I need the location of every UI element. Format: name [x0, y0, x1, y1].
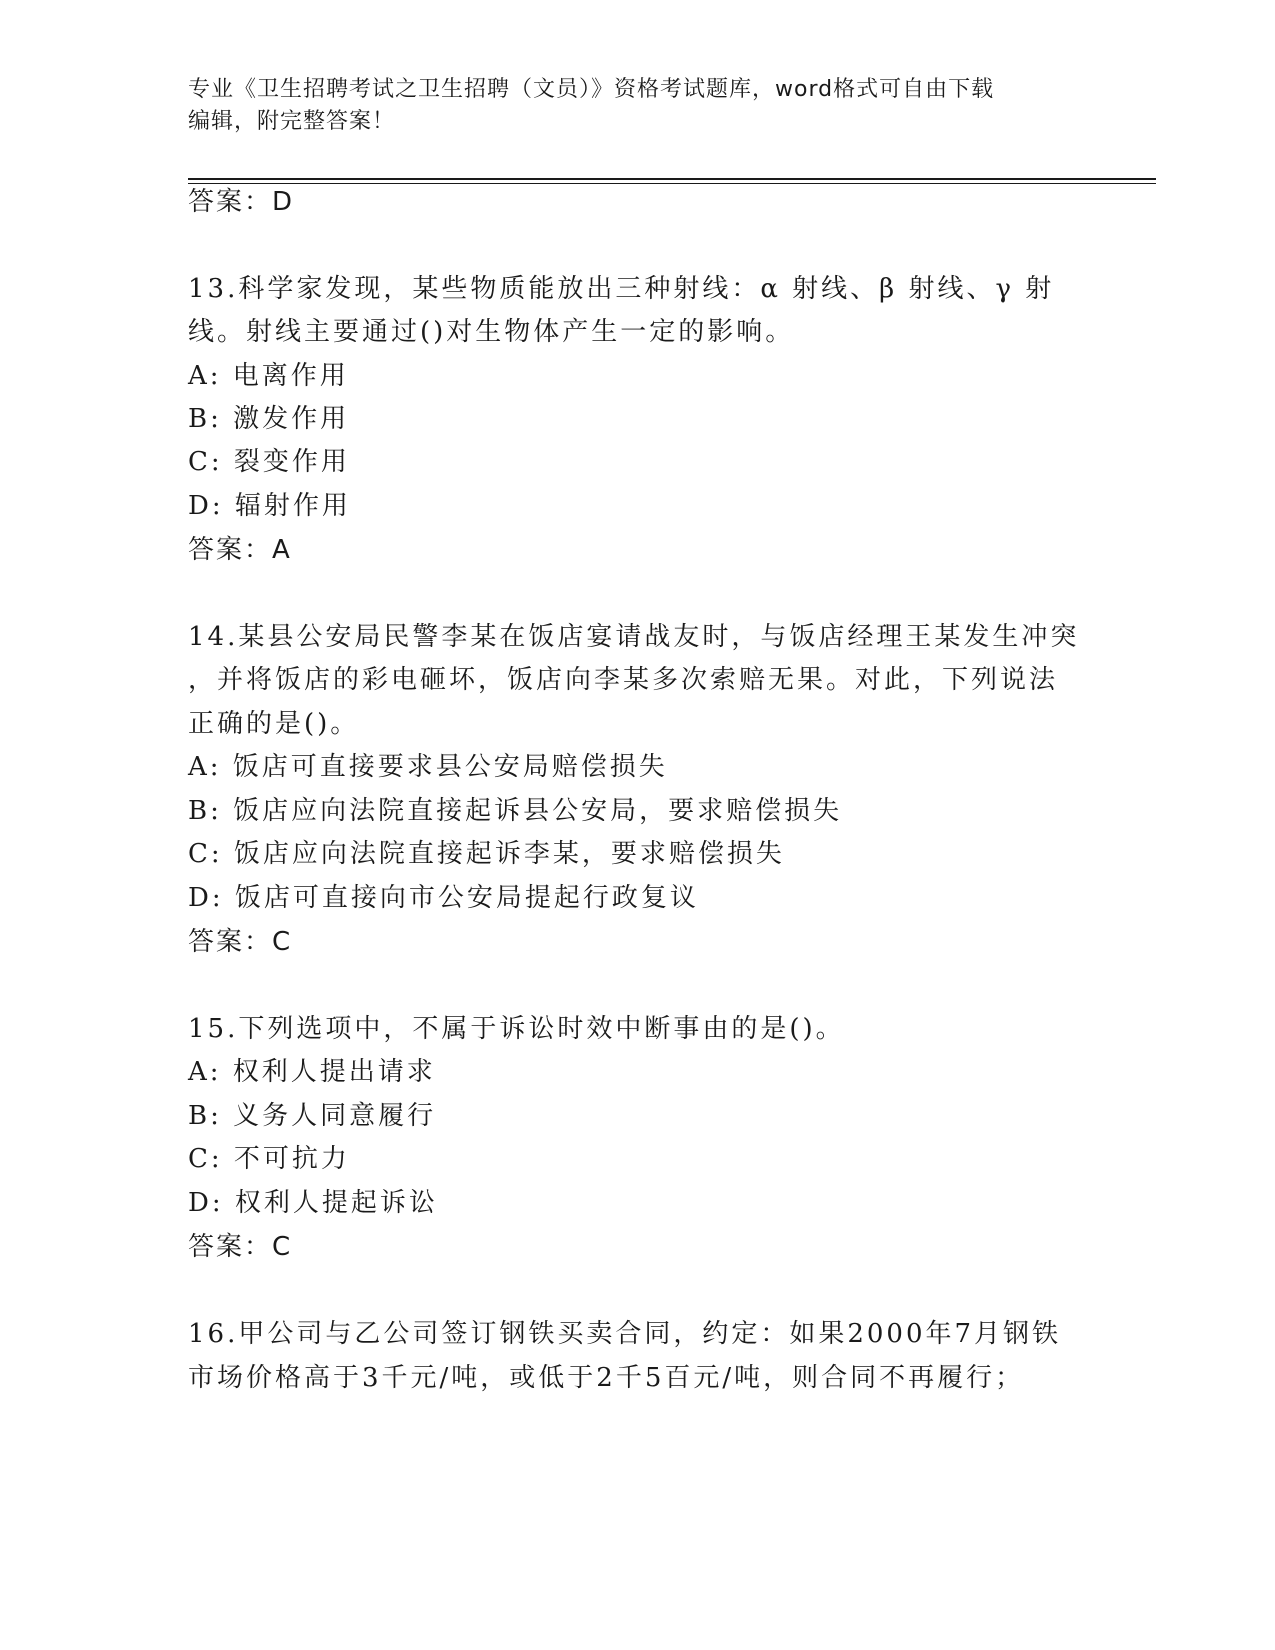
answer-line: 答案：D	[188, 187, 295, 217]
option-line: C: 不可抗力	[188, 1144, 350, 1174]
option-line: D: 权利人提起诉讼	[188, 1188, 438, 1218]
question-text-line: 16.甲公司与乙公司签订钢铁买卖合同，约定：如果2000年7月钢铁	[188, 1319, 1062, 1349]
option-line: C: 饭店应向法院直接起诉李某，要求赔偿损失	[188, 839, 785, 869]
question-text-line: 14.某县公安局民警李某在饭店宴请战友时，与饭店经理王某发生冲突	[188, 622, 1080, 652]
answer-line: 答案：C	[188, 1232, 293, 1262]
question-text-line: 15.下列选项中，不属于诉讼时效中断事由的是()。	[188, 1014, 845, 1044]
question-text-line: ，并将饭店的彩电砸坏，饭店向李某多次索赔无果。对此，下列说法	[188, 665, 1059, 695]
option-line: A: 权利人提出请求	[188, 1057, 436, 1087]
option-line: D: 辐射作用	[188, 491, 351, 521]
question-text-line: 市场价格高于3千元/吨，或低于2千5百元/吨，则合同不再履行；	[188, 1363, 1025, 1393]
option-line: A: 饭店可直接要求县公安局赔偿损失	[188, 752, 668, 782]
header-line-1: 专业《卫生招聘考试之卫生招聘（文员）》资格考试题库，word格式可自由下载	[188, 77, 995, 102]
answer-line: 答案：C	[188, 927, 293, 957]
answer-line: 答案：A	[188, 535, 292, 565]
header-line-2: 编辑，附完整答案！	[188, 109, 396, 134]
question-text-line: 正确的是()。	[188, 709, 360, 739]
option-line: B: 义务人同意履行	[188, 1101, 437, 1131]
option-line: C: 裂变作用	[188, 447, 350, 477]
question-text-line: 线。射线主要通过()对生物体产生一定的影响。	[188, 317, 795, 347]
document-header	[188, 74, 1088, 138]
option-line: A: 电离作用	[188, 361, 349, 391]
option-line: B: 饭店应向法院直接起诉县公安局，要求赔偿损失	[188, 796, 843, 826]
option-line: B: 激发作用	[188, 404, 350, 434]
question-text-line: 13.科学家发现，某些物质能放出三种射线：α 射线、β 射线、γ 射	[188, 274, 1055, 304]
header-divider-thick	[188, 178, 1156, 180]
option-line: D: 饭店可直接向市公安局提起行政复议	[188, 883, 699, 913]
header-divider-thin	[188, 183, 1156, 184]
